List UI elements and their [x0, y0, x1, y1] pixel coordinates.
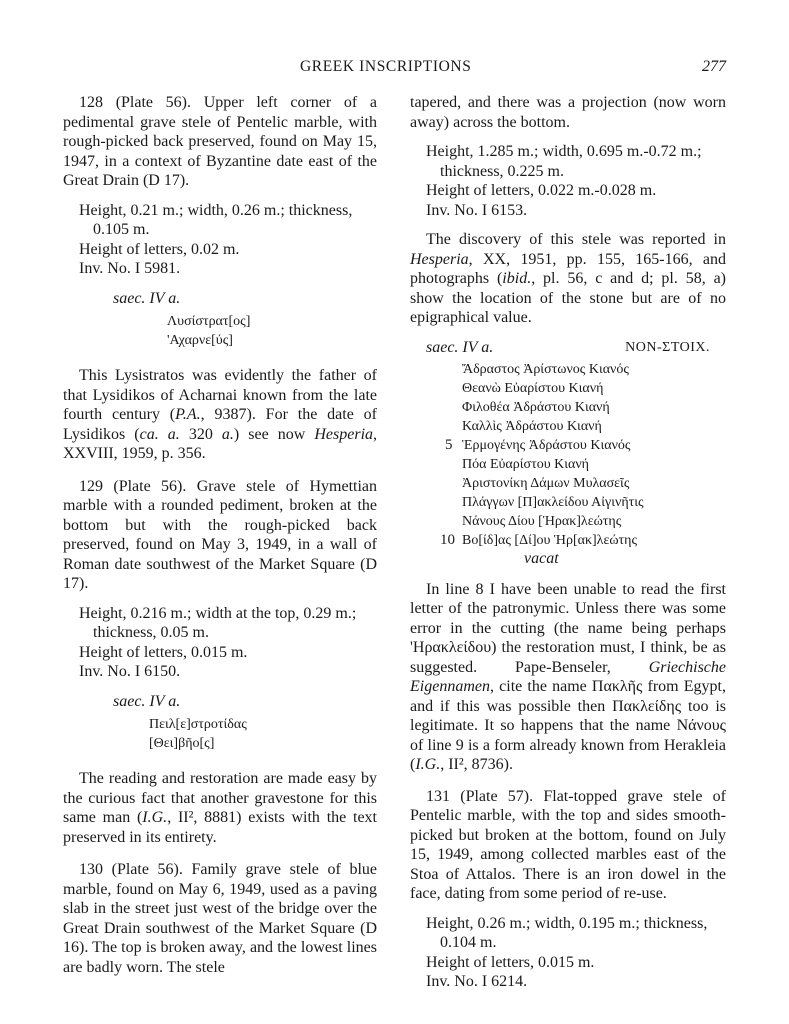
inscription-line: 10 Βο[ίδ]ας [Δί]ου Ἡρ[ακ]λεώτης [440, 531, 638, 548]
entry-129-intro: 129 (Plate 56). Grave stele of Hymettian marble with a rounded pediment, broken at the bottom but with the rough-picked back preserved, found on May 3, 1949, in a wall of Roman date southwest of the Market Square (D 17). [63, 477, 378, 592]
line-number: 5 [445, 436, 453, 453]
right-column [410, 93, 726, 992]
inscription-line: Θεανὼ Εὐαρίστου Κιανή [462, 380, 604, 396]
entry-129-date: saec. IV a. [113, 692, 181, 710]
inscription-line: [Θει]βῆο[ς] [149, 736, 215, 751]
inscription-line: Πόα Εὐαρίστου Κιανή [462, 456, 589, 472]
left-column [63, 93, 377, 977]
entry-130-date: saec. IV a. [426, 338, 494, 356]
inscription-130 [410, 360, 726, 568]
inscription-line: Πειλ[ε]στροτίδας [149, 717, 247, 732]
inscription-line: Καλλὶς Ἀδράστου Κιανή [462, 418, 602, 434]
vacat: vacat [524, 549, 559, 567]
page-number: 277 [702, 58, 726, 75]
inscription-line: Ἄδραστος Ἀρίστωνος Κιανός [462, 361, 629, 377]
entry-130-continued: tapered, and there was a projection (now worn away) across the bottom. [410, 94, 726, 131]
entry-number: 131 [426, 787, 450, 805]
entry-130-date-row [410, 338, 726, 358]
running-header [0, 58, 789, 80]
entry-number: 130 [79, 861, 103, 878]
entry-128-intro: 128 (Plate 56). Upper left corner of a pedimental grave stele of Pentelic marble, with rough-picked back preserved, found on May 15, 1947, in a context of Byzantine date east of the Great Drain (D 17). [63, 94, 378, 189]
entry-130-notes: In line 8 I have been unable to read the first letter of the patronymic. Unless there was some error in the cutting (the name being perhaps 'Ηρακλείδου) the restoration must, I think, be as suggested. Pape-Benseler, Griechische Eigennamen, cite the name Πακλῆς from Egypt, and if this was possible then Πακλείδης too is legitimate. It so happens that the name Νάνους of line 9 is a form already known from Herakleia (I.G., II², 8736). [410, 580, 726, 773]
entry-number: 128 [79, 94, 103, 111]
entry-131-measurements: Height, 0.26 m.; width, 0.195 m.; thickness, 0.104 m. Height of letters, 0.015 m. Inv. No. I 6214. [426, 914, 708, 990]
inscription-line: Ἀριστονίκη Δάμων Μυλασεῖς [462, 475, 630, 491]
entry-number: 129 [79, 477, 103, 495]
inscription-line: Λυσίστρατ[ος] [167, 314, 251, 329]
non-stoichedon-label: NON-ΣΤΟΙΧ. [625, 339, 710, 355]
entry-131-intro: 131 (Plate 57). Flat-topped grave stele of Pentelic marble, with the top and sides smooth-picked but broken at the bottom, found on July 15, 1949, among collected marbles east of the Stoa of Attalos. There is an iron dowel in the face, dating from some period of re-use. [410, 787, 726, 902]
inscription-line: Φιλοθέα Ἀδράστου Κιανή [462, 399, 610, 415]
entry-130-measurements: Height, 1.285 m.; width, 0.695 m.-0.72 m.; thickness, 0.225 m. Height of letters, 0.022 m.-0.028 m. Inv. No. I 6153. [426, 143, 702, 219]
inscription-line: Νάνους Δίου [Ἡρακ]λεώτης [462, 513, 622, 529]
inscription-line: Πλάγγων [Π]ακλείδου Αἰγινῆτις [462, 494, 644, 510]
entry-128-date: saec. IV a. [113, 289, 181, 307]
entry-128-measurements: Height, 0.21 m.; width, 0.26 m.; thickness, 0.105 m. Height of letters, 0.02 m. Inv. No. I 5981. [79, 201, 353, 277]
entry-130-intro: 130 (Plate 56). Family grave stele of blue marble, found on May 6, 1949, used as a paving slab in the street just west of the bridge over the Great Drain southwest of the Market Square (D 16). The top is broken away, and the lowest lines are badly worn. The stele [63, 861, 378, 976]
entry-128-commentary: This Lysistratos was evidently the father of that Lysidikos of Acharnai known from the late fourth century (P.A., 9387). For the date of Lysidikos (ca. a. 320 a.) see now Hesperia, XXVIII, 1959, p. 356. [63, 367, 378, 462]
entry-129-measurements: Height, 0.216 m.; width at the top, 0.29 m.; thickness, 0.05 m. Height of letters, 0.015 m. Inv. No. I 6150. [79, 604, 357, 680]
running-title: GREEK INSCRIPTIONS [300, 58, 472, 75]
inscription-line: 'Αχαρνε[ύς] [167, 333, 233, 348]
entry-129-commentary: The reading and restoration are made easy by the curious fact that another gravestone for this same man (I.G., II², 8881) exists with the text preserved in its entirety. [63, 770, 378, 846]
line-number: 10 [440, 531, 455, 548]
entry-130-discovery: The discovery of this stele was reported in Hesperia, XX, 1951, pp. 155, 165-166, and photographs (ibid., pl. 56, c and d; pl. 58, a) show the location of the stone but are of no epigraphical value. [410, 231, 727, 326]
inscription-line: 5 Ἑρμογένης Ἀδράστου Κιανός [445, 436, 631, 453]
